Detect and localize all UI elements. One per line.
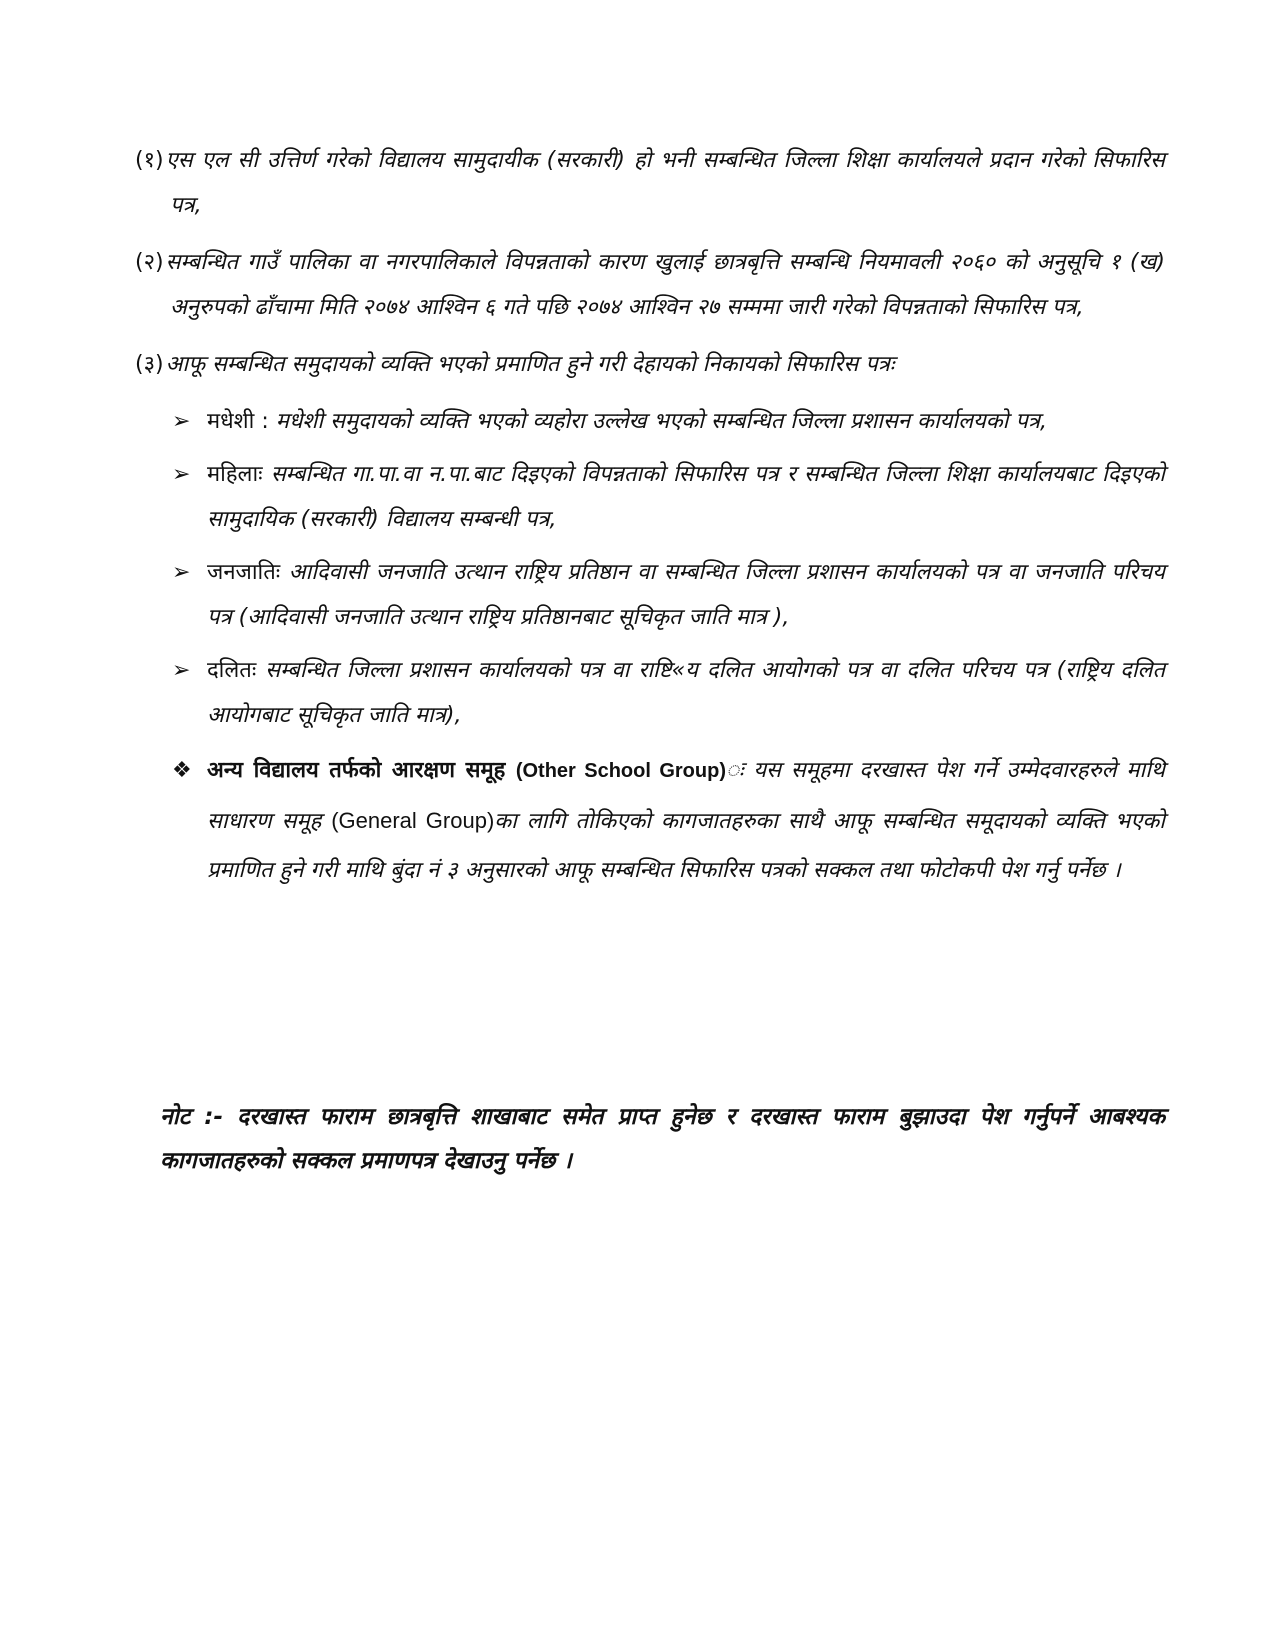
paragraph-2-number: (२) <box>135 250 164 275</box>
diamond-bullet-icon: ❖ <box>172 758 192 783</box>
note-text: नोट :- दरखास्त फाराम छात्रबृत्ति शाखाबाट समेत प्राप्त हुनेछ र दरखास्त फाराम बुझाउदा पेश गर्नुपर्ने आबश्यक कागजातहरुको सक्कल प्रमाणपत्र देखाउनु पर्नेछ । <box>160 1104 1165 1174</box>
list-item-text: मधेशी समुदायको व्यक्ति भएको व्यहोरा उल्लेख भएको सम्बन्धित जिल्ला प्रशासन कार्यालयको पत्र, <box>268 409 1048 434</box>
list-item-lead: दलितः <box>207 658 257 683</box>
paragraph-1-text <box>135 138 1165 228</box>
paragraph-3-text <box>135 342 1165 387</box>
paragraph-2 <box>135 240 1165 330</box>
list-item-lead: अन्य विद्यालय तर्फको आरक्षण समूह <box>207 758 516 783</box>
arrow-bullet-icon: ➢ <box>172 560 191 585</box>
recommendation-list <box>135 399 1165 895</box>
list-item-janajati <box>135 550 1165 640</box>
arrow-bullet-icon: ➢ <box>172 409 191 434</box>
list-item-lead: मधेशी : <box>207 409 269 434</box>
paragraph-2-text <box>135 240 1165 330</box>
list-item-text: आदिवासी जनजाति उत्थान राष्ट्रिय प्रतिष्ठान वा सम्बन्धित जिल्ला प्रशासन कार्यालयको पत्र वा जनजाति परिचय पत्र (आदिवासी जनजाति उत्थान राष्ट्रिय प्रतिष्ठानबाट सूचिकृत जाति मात्र ), <box>207 560 1165 630</box>
paragraph-2-body: सम्बन्धित गाउँ पालिका वा नगरपालिकाले विपन्नताको कारण खुलाई छात्रबृत्ति सम्बन्धि नियमावली २०६० को अनुसूचि १ (ख) अनुरुपको ढाँचामा मिति २०७४ आश्विन ६ गते पछि २०७४ आश्विन २७ सम्ममा जारी गरेको विपन्नताको सिफारिस पत्र, <box>165 250 1165 320</box>
paragraph-3-number: (३) <box>135 352 164 377</box>
list-item-madhesi <box>135 399 1165 444</box>
list-item-text-part-2: का लागि तोकिएको कागजातहरुका साथै आफू सम्बन्धित समूदायको व्यक्ति भएको प्रमाणित हुने गरी माथि बुंदा नं ३ अनुसारको आफू सम्बन्धित सिफारिस पत्रको सक्कल तथा फोटोकपी पेश गर्नु पर्नेछ । <box>207 809 1165 883</box>
arrow-bullet-icon: ➢ <box>172 658 191 683</box>
list-item-lead: जनजातिः <box>207 560 281 585</box>
list-item-women <box>135 452 1165 542</box>
paragraph-3-body: आफू सम्बन्धित समुदायको व्यक्ति भएको प्रमाणित हुने गरी देहायको निकायको सिफारिस पत्रः <box>165 352 895 377</box>
general-group-label: (General Group) <box>331 808 495 833</box>
list-item-text-part-1: ः यस समूहमा दरखास्त पेश गर्ने उम्मेदवारहरुले माथि साधारण समूह <box>207 758 1165 834</box>
other-school-group-label: (Other School Group) <box>515 760 726 782</box>
list-item-text: सम्बन्धित गा.पा.वा न.पा.बाट दिइएको विपन्नताको सिफारिस पत्र र सम्बन्धित जिल्ला शिक्षा कार्यालयबाट दिइएको सामुदायिक (सरकारी) विद्यालय सम्बन्धी पत्र, <box>207 462 1165 532</box>
list-item-dalit <box>135 648 1165 738</box>
document-body <box>135 138 1165 903</box>
list-item-text: सम्बन्धित जिल्ला प्रशासन कार्यालयको पत्र वा राष्टि«य दलित आयोगको पत्र वा दलित परिचय पत्र (राष्ट्रिय दलित आयोगबाट सूचिकृत जाति मात्र), <box>207 658 1165 728</box>
paragraph-1-body: एस एल सी उत्तिर्ण गरेको विद्यालय सामुदायीक (सरकारी) हो भनी सम्बन्धित जिल्ला शिक्षा कार्यालयले प्रदान गरेको सिफारिस पत्र, <box>165 148 1165 218</box>
list-item-lead: महिलाः <box>207 462 263 487</box>
paragraph-1-number: (१) <box>135 148 164 173</box>
paragraph-3 <box>135 342 1165 387</box>
list-item-other-school-group <box>135 746 1165 895</box>
arrow-bullet-icon: ➢ <box>172 462 191 487</box>
paragraph-1 <box>135 138 1165 228</box>
